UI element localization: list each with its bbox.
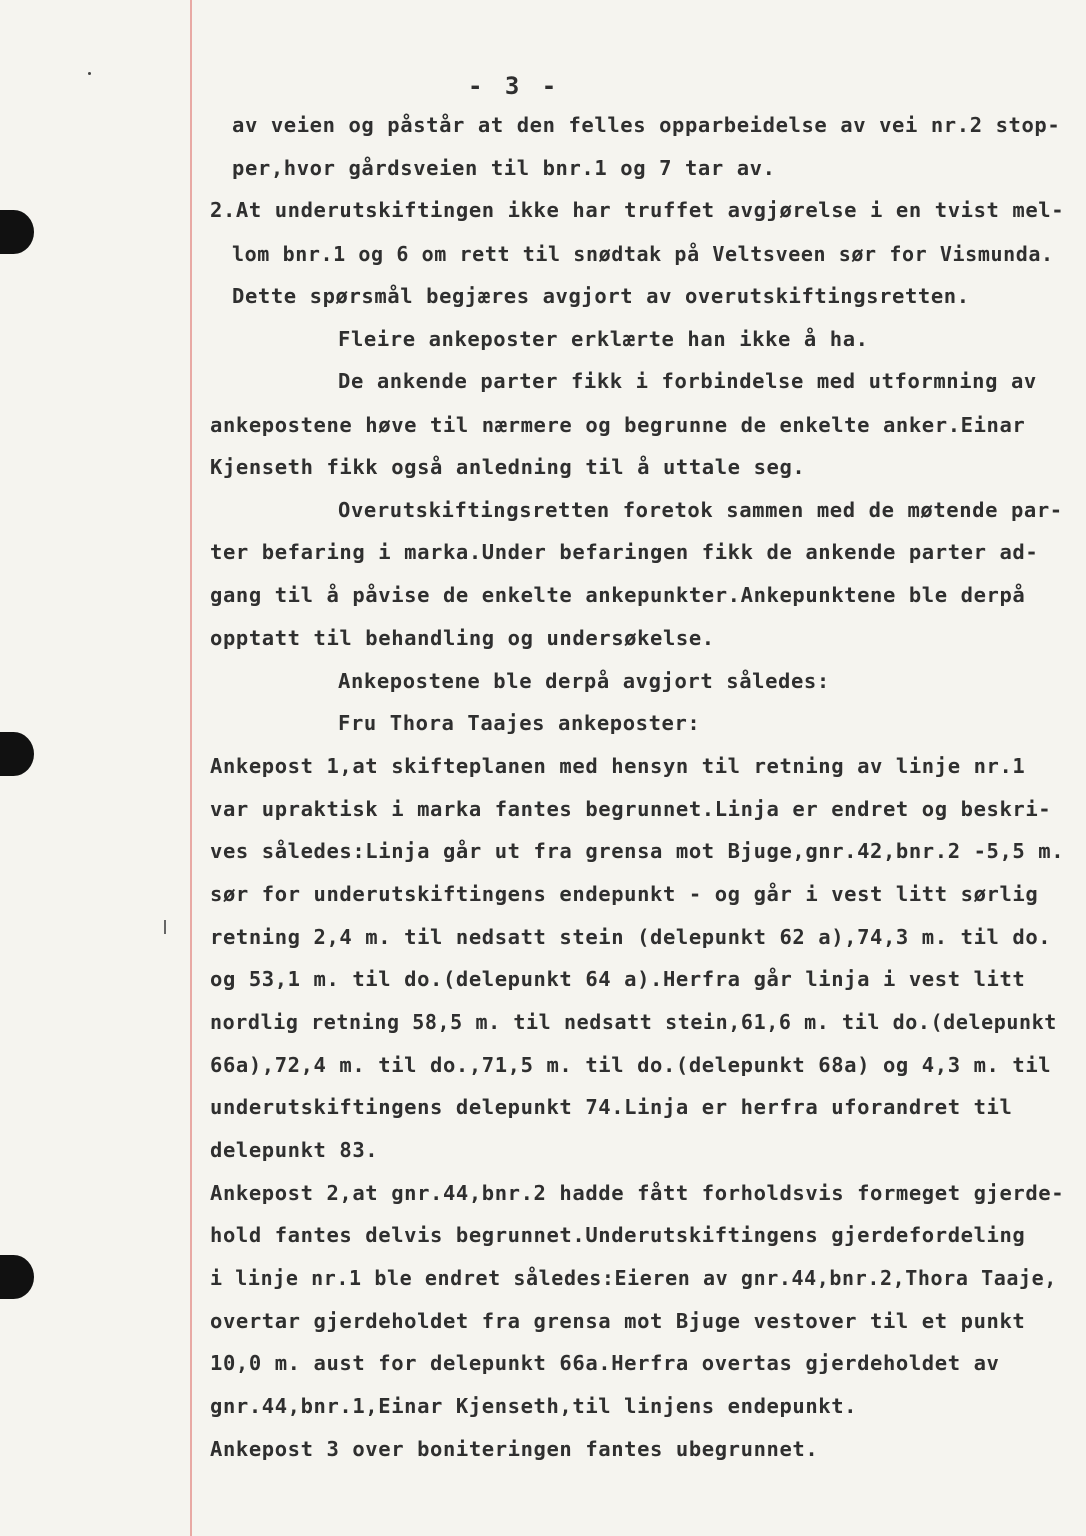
margin-tick [164,920,166,934]
text-line: De ankende parter fikk i forbindelse med utformning av [338,369,1037,393]
text-line: Kjenseth fikk også anledning til å uttale seg. [210,455,806,479]
punch-hole-bottom [0,1255,34,1299]
text-line: og 53,1 m. til do.(delepunkt 64 a).Herfra går linja i vest litt [210,967,1026,991]
text-line: Ankepostene ble derpå avgjort således: [338,669,830,693]
speck [88,72,91,75]
red-margin-rule [190,0,192,1536]
text-line: i linje nr.1 ble endret således:Eieren av gnr.44,bnr.2,Thora Taaje, [210,1266,1057,1290]
text-line: overtar gjerdeholdet fra grensa mot Bjuge vestover til et punkt [210,1309,1026,1333]
text-line: opptatt til behandling og undersøkelse. [210,626,715,650]
punch-hole-middle [0,732,34,776]
text-line: Overutskiftingsretten foretok sammen med de møtende par- [338,498,1063,522]
text-line: per,hvor gårdsveien til bnr.1 og 7 tar av. [232,156,776,180]
text-line: Ankepost 1,at skifteplanen med hensyn til retning av linje nr.1 [210,754,1026,778]
text-line: ves således:Linja går ut fra grensa mot Bjuge,gnr.42,bnr.2 -5,5 m. [210,839,1065,863]
text-line: retning 2,4 m. til nedsatt stein (delepunkt 62 a),74,3 m. til do. [210,925,1052,949]
text-line: var upraktisk i marka fantes begrunnet.Linja er endret og beskri- [210,797,1052,821]
text-line: Ankepost 3 over boniteringen fantes ubegrunnet. [210,1437,819,1461]
text-line: av veien og påstår at den felles opparbeidelse av vei nr.2 stop- [232,113,1061,137]
text-line: Ankepost 2,at gnr.44,bnr.2 hadde fått forholdsvis formeget gjerde- [210,1181,1065,1205]
text-line: lom bnr.1 og 6 om rett til snødtak på Veltsveen sør for Vismunda. [232,242,1054,266]
text-line: nordlig retning 58,5 m. til nedsatt stein,61,6 m. til do.(delepunkt [210,1010,1057,1034]
text-line: 66a),72,4 m. til do.,71,5 m. til do.(delepunkt 68a) og 4,3 m. til [210,1053,1052,1077]
text-line: ter befaring i marka.Under befaringen fikk de ankende parter ad- [210,540,1039,564]
text-line: delepunkt 83. [210,1138,379,1162]
text-line: ankepostene høve til nærmere og begrunne de enkelte anker.Einar [210,413,1026,437]
text-line: 2.At underutskiftingen ikke har truffet avgjørelse i en tvist mel- [210,198,1065,222]
page-number: - 3 - [468,72,561,100]
text-line: 10,0 m. aust for delepunkt 66a.Herfra overtas gjerdeholdet av [210,1351,1000,1375]
text-line: hold fantes delvis begrunnet.Underutskiftingens gjerdefordeling [210,1223,1026,1247]
text-line: Fleire ankeposter erklærte han ikke å ha. [338,327,869,351]
text-line: gang til å påvise de enkelte ankepunkter.Ankepunktene ble derpå [210,583,1026,607]
text-line: Dette spørsmål begjæres avgjort av overutskiftingsretten. [232,284,970,308]
text-line: sør for underutskiftingens endepunkt - og går i vest litt sørlig [210,882,1039,906]
punch-hole-top [0,210,34,254]
text-line: gnr.44,bnr.1,Einar Kjenseth,til linjens endepunkt. [210,1394,858,1418]
text-line: Fru Thora Taajes ankeposter: [338,711,701,735]
text-line: underutskiftingens delepunkt 74.Linja er herfra uforandret til [210,1095,1013,1119]
